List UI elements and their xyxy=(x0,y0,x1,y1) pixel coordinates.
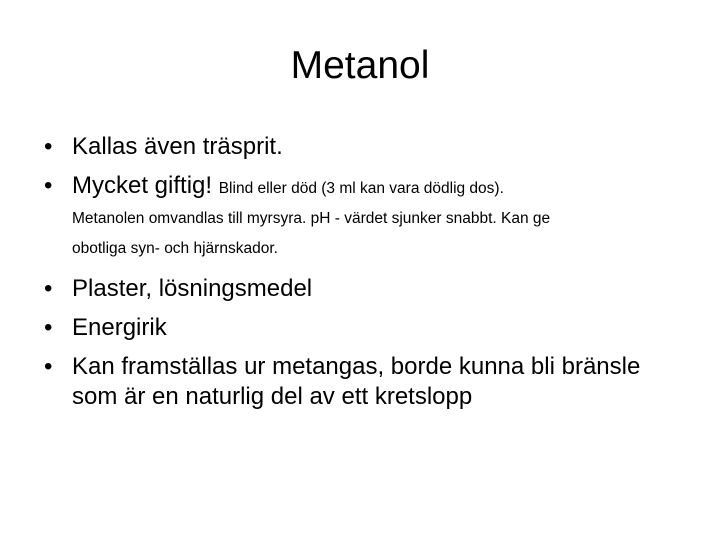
bullet-dot-icon: • xyxy=(44,275,53,302)
bullet-note-line: Blind eller död (3 ml kan vara dödlig dos). xyxy=(218,180,504,197)
bullet-item xyxy=(36,132,686,162)
bullet-note-line: Metanolen omvandlas till myrsyra. pH - värdet sjunker snabbt. Kan ge xyxy=(72,210,551,227)
bullet-list xyxy=(36,132,686,421)
bullet-text: Mycket giftig! xyxy=(72,172,213,199)
bullet-text: Energirik xyxy=(72,314,167,341)
bullet-note-line: obotliga syn- och hjärnskador. xyxy=(72,240,278,257)
bullet-item xyxy=(36,313,686,343)
bullet-dot-icon: • xyxy=(44,133,53,160)
bullet-item xyxy=(36,274,686,304)
bullet-dot-icon: • xyxy=(44,314,53,341)
bullet-dot-icon: • xyxy=(44,172,53,199)
bullet-dot-icon: • xyxy=(44,353,53,380)
bullet-item xyxy=(36,171,686,261)
bullet-text: Plaster, lösningsmedel xyxy=(72,275,313,302)
slide-title: Metanol xyxy=(290,44,430,87)
bullet-text: Kan framställas ur metangas, borde kunna bli bränsle som är en naturlig del av ett kretslopp xyxy=(72,353,641,410)
bullet-text: Kallas även träsprit. xyxy=(72,133,283,160)
bullet-item xyxy=(36,352,686,412)
